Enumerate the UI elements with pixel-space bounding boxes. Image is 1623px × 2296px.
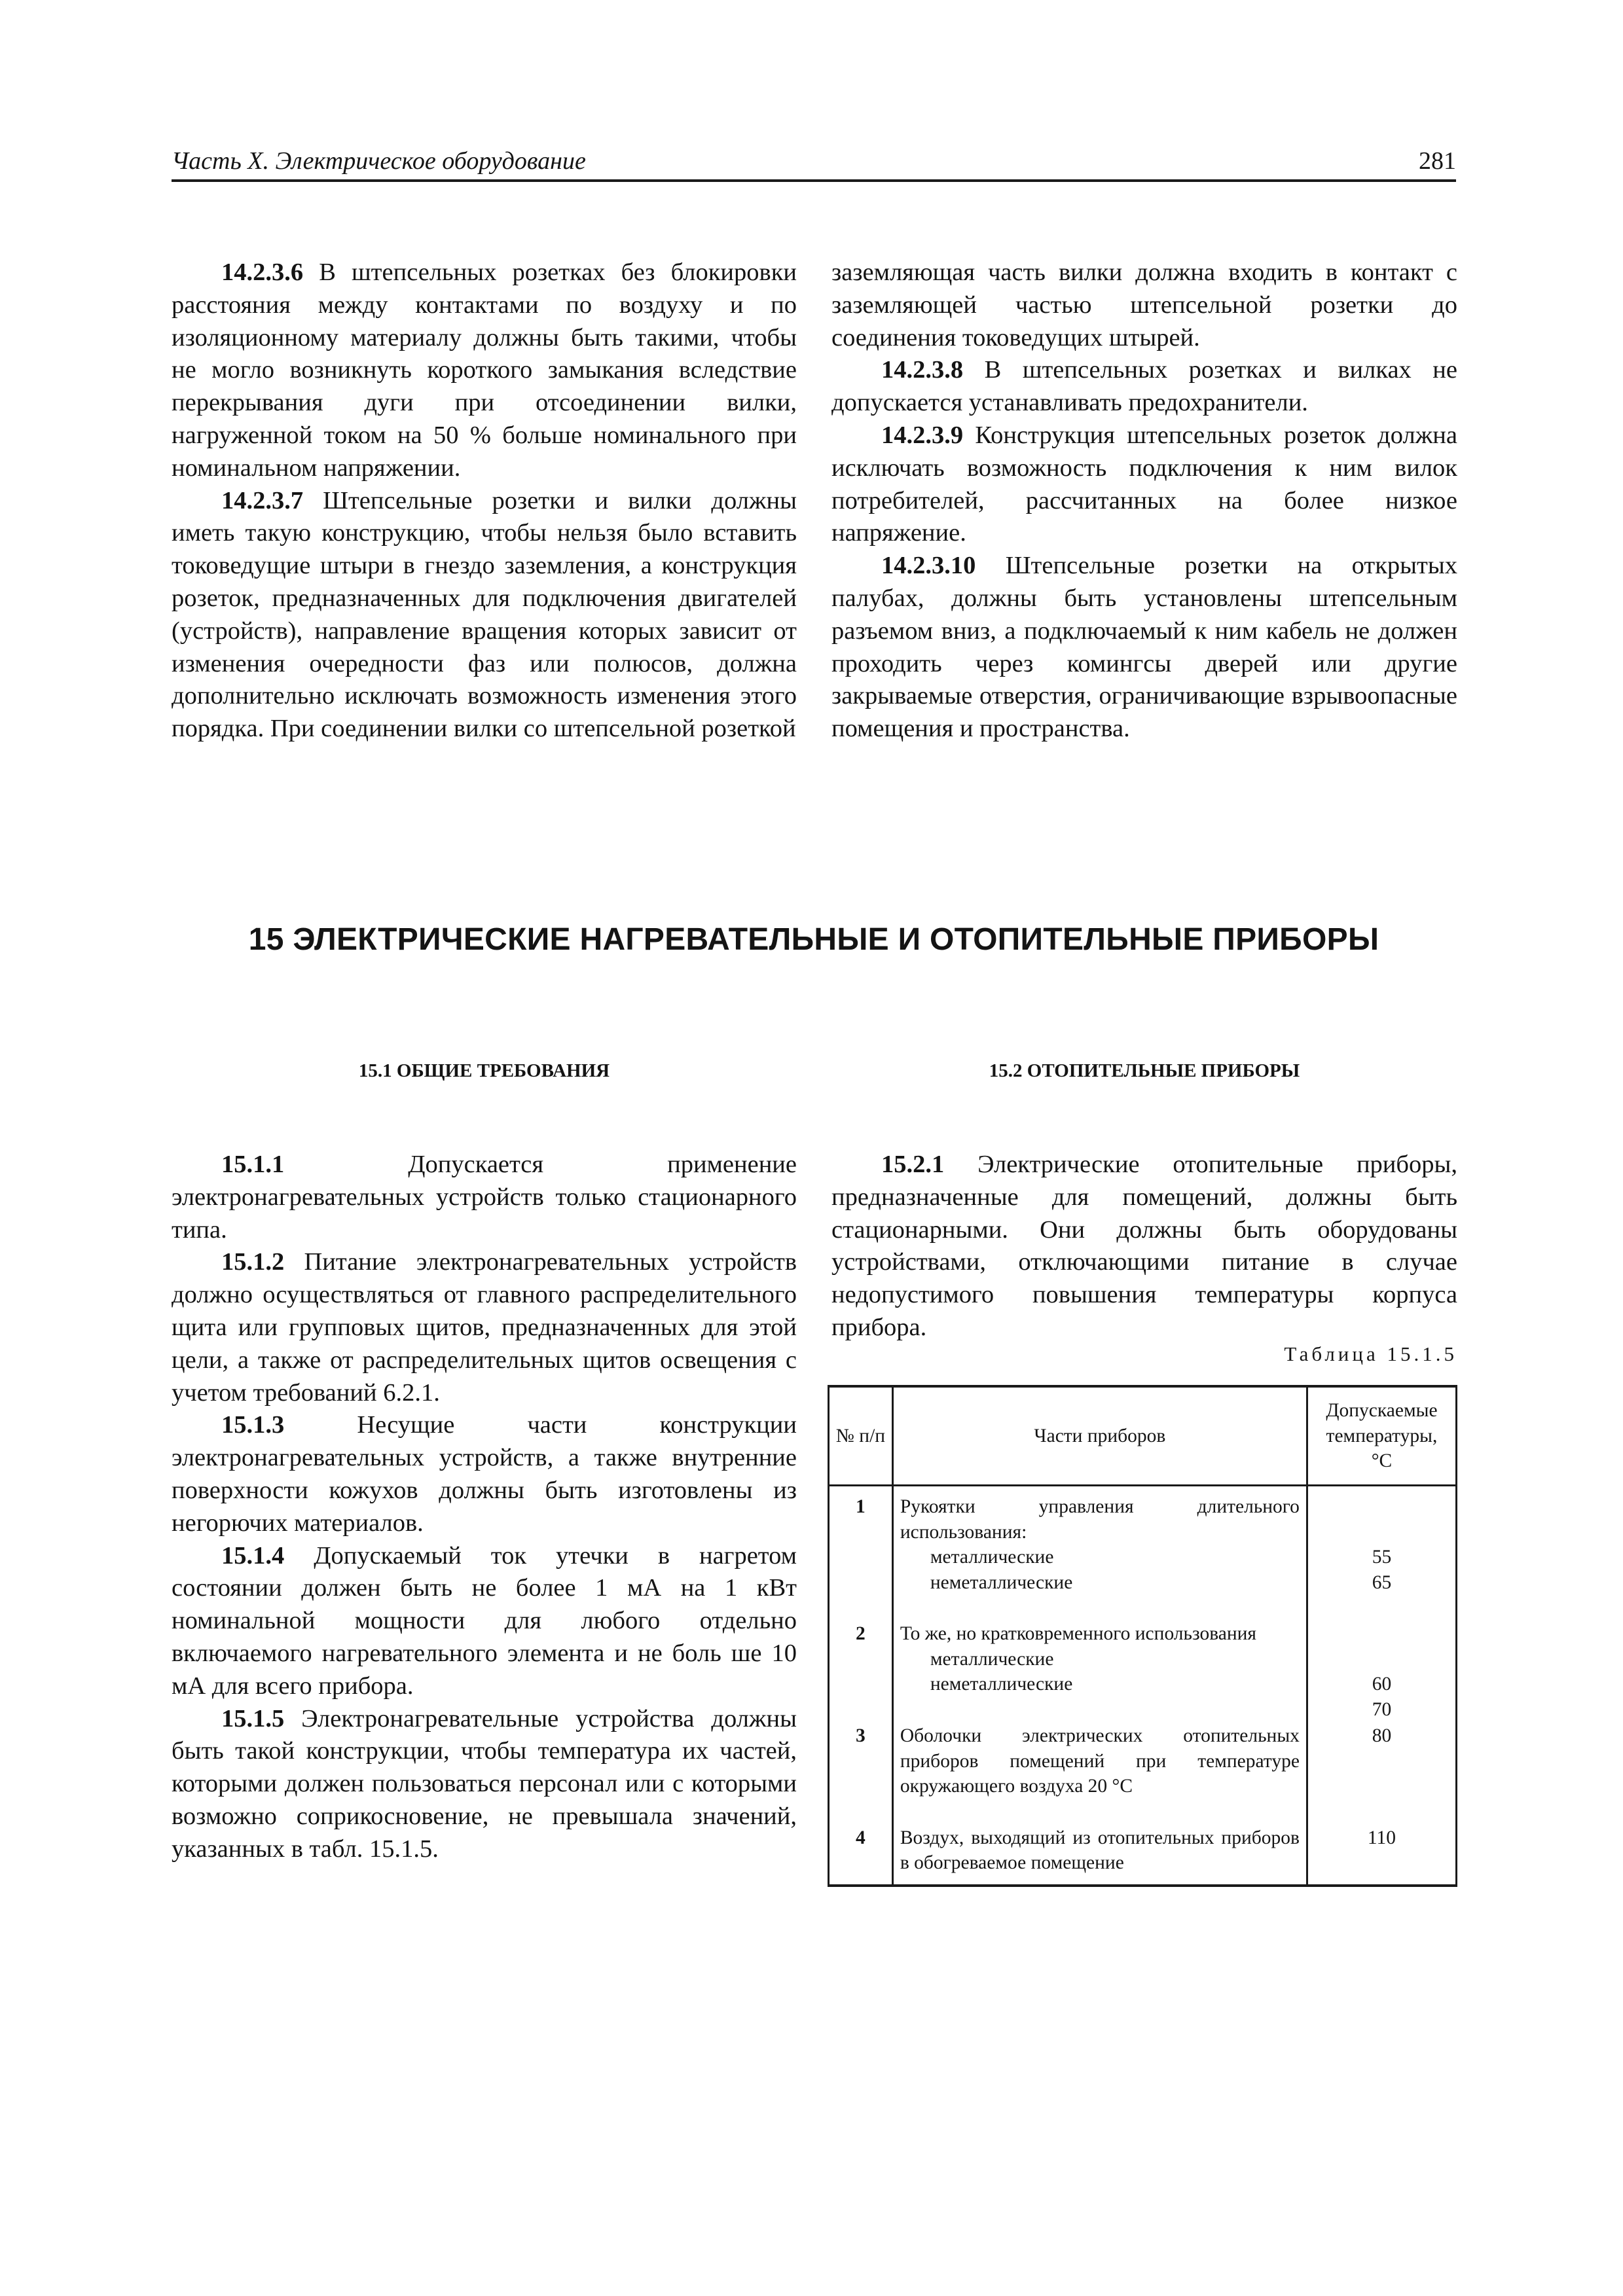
- clause-number: 15.1.1: [221, 1151, 285, 1178]
- row-values: [1307, 1486, 1456, 1621]
- top-right-column: [831, 257, 1457, 745]
- header-part: Части приборов: [892, 1386, 1307, 1486]
- table-row: [829, 1723, 1457, 1825]
- clause-text: Допускаемый ток утечки в нагретом состоянии должен быть не более 1 мА на 1 кВт номинальной мощности для любого отдельно включаемого нагревательного элемента и не боль ше 10 мА для всего прибора.: [172, 1541, 797, 1700]
- table-row: [829, 1825, 1457, 1886]
- page-header: [172, 145, 1456, 182]
- clause-text: Несущие части конструкции электронагревательных устройств, а также внутренние поверхности кожухов должны быть изготовлены из негорючих материалов.: [172, 1411, 797, 1537]
- row-subitem: металлические: [930, 1648, 1054, 1670]
- row-number: 3: [829, 1723, 893, 1825]
- paragraph-15-2-1: [831, 1149, 1457, 1344]
- clause-text: Электрические отопительные приборы, предназначенные для помещений, должны быть стационарными. Они должны быть оборудованы устройствами, отключающими питание в случае недопустимого повышения температуры корпуса прибора.: [831, 1151, 1457, 1341]
- paragraph-15-1-2: [172, 1246, 797, 1409]
- paragraph-14-2-3-9: [831, 420, 1457, 550]
- clause-text: Допускается применение электронагревательных устройств только стационарного типа.: [172, 1151, 797, 1244]
- paragraph-15-1-4: [172, 1540, 797, 1703]
- clause-number: 15.1.2: [221, 1248, 285, 1276]
- section-title-15-2: 15.2 ОТОПИТЕЛЬНЫЕ ПРИБОРЫ: [989, 1060, 1300, 1081]
- clause-text: Электронагревательные устройства должны быть такой конструкции, чтобы температура их частей, которыми должен пользоваться персонал или с которыми возможно соприкосновение, не превышала значений, указанных в табл. 15.1.5.: [172, 1704, 797, 1863]
- table-row: [829, 1621, 1457, 1723]
- paragraph-14-2-3-8: [831, 354, 1457, 420]
- row-subitem: неметаллические: [930, 1674, 1073, 1695]
- paragraph-15-1-3: [172, 1409, 797, 1539]
- paragraph-14-2-3-10: [831, 550, 1457, 745]
- section-15-1-body: [172, 1149, 797, 1866]
- row-value: 110: [1307, 1825, 1456, 1886]
- row-subitem: металлические: [930, 1547, 1054, 1568]
- row-subitem: неметаллические: [930, 1571, 1073, 1593]
- paragraph-14-2-3-7: [172, 485, 797, 745]
- row-description: [892, 1486, 1307, 1621]
- chapter-title: 15 ЭЛЕКТРИЧЕСКИЕ НАГРЕВАТЕЛЬНЫЕ И ОТОПИТЕЛЬНЫЕ ПРИБОРЫ: [248, 922, 1379, 957]
- header-temperature-line: температуры,: [1326, 1425, 1438, 1446]
- row-value: 80: [1307, 1723, 1456, 1825]
- clause-number: 14.2.3.9: [881, 421, 964, 449]
- row-value: 70: [1372, 1698, 1392, 1720]
- paragraph-continuation: заземляющая часть вилки должна входить в контакт с заземляющей частью штепсельной розетки до соединения токоведущих штырей.: [831, 259, 1457, 351]
- row-number: 1: [829, 1486, 893, 1621]
- clause-number: 14.2.3.7: [221, 486, 304, 514]
- clause-number: 15.1.5: [221, 1704, 285, 1732]
- row-value: 55: [1372, 1547, 1392, 1568]
- row-description: [892, 1621, 1307, 1723]
- clause-number: 14.2.3.8: [881, 356, 964, 384]
- header-num: № п/п: [829, 1386, 893, 1486]
- table-row: [829, 1486, 1457, 1621]
- clause-text: В штепсельных розетках без блокировки расстояния между контактами по воздуху и по изоляционному материалу должны быть такими, чтобы не могло возникнуть короткого замыкания вследствие перекрывания дуги при отсоединении вилки, нагруженной током на 50 % больше номинального при номинальном напряжении.: [172, 259, 797, 482]
- row-description: [892, 1825, 1307, 1886]
- section-15-2-body: [831, 1149, 1457, 1344]
- row-values: [1307, 1621, 1456, 1723]
- section-title-15-1: 15.1 ОБЩИЕ ТРЕБОВАНИЯ: [358, 1060, 610, 1081]
- clause-text: Питание электронагревательных устройств должно осуществляться от главного распределительного щита или групповых щитов, предназначенных для этой цели, а также от распределительных щитов освещения с учетом требований 6.2.1.: [172, 1248, 797, 1407]
- row-value: 65: [1372, 1571, 1392, 1593]
- row-description-text: Воздух, выходящий из отопительных приборов в обогреваемое помещение: [900, 1827, 1300, 1873]
- header-temperature: [1307, 1386, 1456, 1486]
- clause-number: 14.2.3.10: [881, 552, 976, 580]
- row-value: 60: [1372, 1674, 1392, 1695]
- paragraph-14-2-3-6: [172, 257, 797, 485]
- paragraph-15-1-1: [172, 1149, 797, 1246]
- page-number: 281: [1419, 147, 1456, 175]
- temperature-table: [828, 1385, 1457, 1887]
- clause-text: Штепсельные розетки и вилки должны иметь такую конструкцию, чтобы нельзя было вставить токоведущие штыри в гнездо заземления, а конструкция розеток, предназначенных для подключения двигателей (устройств), направление вращения которых зависит от изменения очередности фаз или полюсов, должна дополнительно исключать возможность изменения этого порядка. При соединении вилки со штепсельной розеткой: [172, 486, 797, 743]
- clause-number: 15.1.3: [221, 1411, 285, 1439]
- running-title: Часть X. Электрическое оборудование: [172, 147, 586, 175]
- table-header-row: [829, 1386, 1457, 1486]
- row-number: 2: [829, 1621, 893, 1723]
- header-temperature-unit: °C: [1371, 1450, 1393, 1472]
- row-description-text: То же, но кратковременного использования: [900, 1623, 1256, 1644]
- clause-number: 14.2.3.6: [221, 259, 304, 286]
- clause-number: 15.2.1: [881, 1151, 945, 1178]
- paragraph-15-1-5: [172, 1703, 797, 1866]
- clause-number: 15.1.4: [221, 1541, 285, 1570]
- header-temperature-line: Допускаемые: [1326, 1400, 1438, 1422]
- top-left-column: [172, 257, 797, 745]
- clause-text: В штепсельных розетках и вилках не допускается устанавливать предохранители.: [831, 356, 1457, 417]
- row-description-text: Оболочки электрических отопительных приборов помещений при температуре окружающего воздуха 20 °C: [900, 1725, 1300, 1797]
- clause-text: Штепсельные розетки на открытых палубах, должны быть установлены штепсельным разъемом вниз, а подключаемый к ним кабель не должен проходить через комингсы дверей или другие закрываемые отверстия, ограничивающие взрывоопасные помещения и пространства.: [831, 552, 1457, 743]
- row-description-text: Рукоятки управления длительного использования:: [900, 1496, 1300, 1543]
- clause-text: Конструкция штепсельных розеток должна исключать возможность подключения к ним вилок потребителей, рассчитанных на более низкое напряжение.: [831, 421, 1457, 547]
- table-caption: Таблица 15.1.5: [1284, 1342, 1457, 1365]
- row-number: 4: [829, 1825, 893, 1886]
- row-description: [892, 1723, 1307, 1825]
